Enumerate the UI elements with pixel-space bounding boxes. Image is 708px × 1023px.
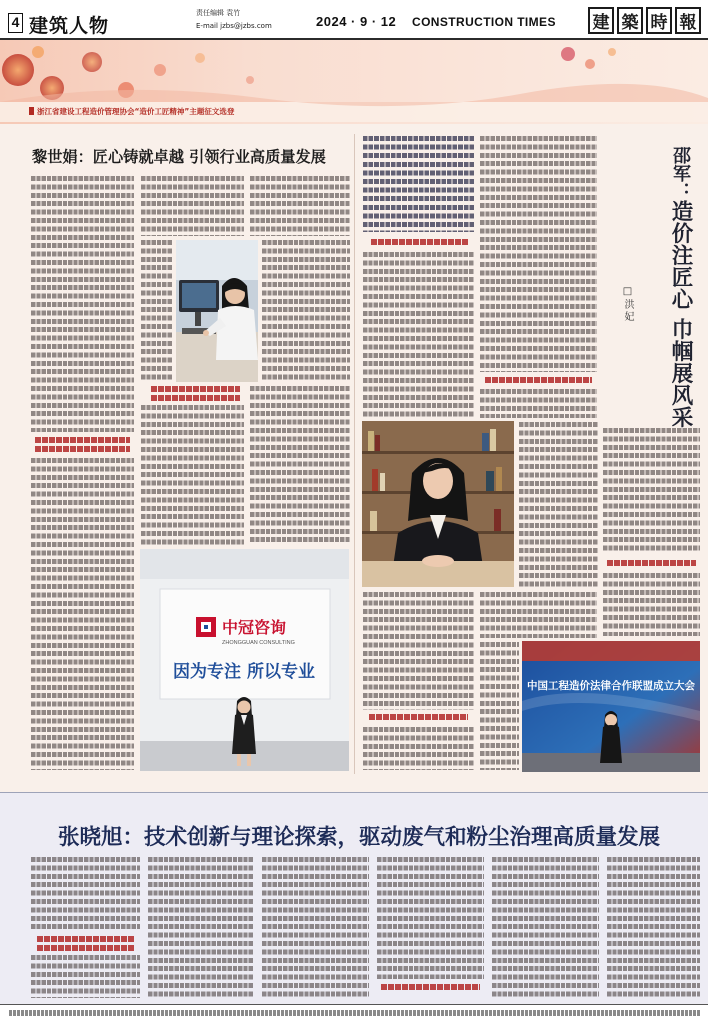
body-text-block xyxy=(491,857,599,998)
logo-english: ZHONGGUAN CONSULTING xyxy=(222,640,295,646)
body-text-block xyxy=(602,428,700,554)
article-divider xyxy=(354,134,355,774)
paper-english-name: CONSTRUCTION TIMES xyxy=(412,15,556,29)
body-text-block xyxy=(479,389,597,418)
editor-credit: 责任编辑 袁竹 xyxy=(196,9,241,17)
masthead-logo xyxy=(588,7,702,35)
photo-alliance-conference xyxy=(522,641,700,772)
section-title: 建筑人物 xyxy=(29,15,110,37)
body-text-block xyxy=(30,857,140,932)
body-text-block xyxy=(479,136,597,372)
title-main: 造价注匠心 巾帼展风采 xyxy=(668,200,693,428)
body-text-block xyxy=(249,386,350,545)
body-text-block xyxy=(30,176,134,432)
subheading xyxy=(484,377,592,384)
subheading xyxy=(368,714,468,721)
series-marker xyxy=(29,107,34,115)
logo-char: 築 xyxy=(617,7,643,34)
photo-zhongguan-office xyxy=(140,549,349,771)
body-text-block xyxy=(249,176,350,236)
intro-paragraph xyxy=(362,136,474,232)
conference-banner-text: 中国工程造价法律合作联盟成立大会 xyxy=(527,680,695,692)
body-text-block xyxy=(518,422,598,588)
article-title-li: 黎世娟：匠心铸就卓越 引领行业高质量发展 xyxy=(32,148,326,166)
body-text-block xyxy=(140,176,244,236)
body-text-block xyxy=(362,592,474,710)
body-text-block xyxy=(140,240,173,382)
article-title-zhang: 张晓旭：技术创新与理论探索，驱动废气和粉尘治理高质量发展 xyxy=(58,825,661,850)
body-text-block xyxy=(602,573,700,636)
logo-char: 報 xyxy=(675,7,701,34)
subheading xyxy=(370,239,468,246)
byline: □洪妃 xyxy=(622,286,633,323)
body-text-block xyxy=(362,252,474,418)
body-text-block xyxy=(261,240,350,382)
editor-email: E-mail jzbs@jzbs.com xyxy=(196,22,272,30)
slogan-text: 因为专注 所以专业 xyxy=(173,662,315,682)
body-text-block xyxy=(140,405,244,545)
body-text-block xyxy=(479,642,519,770)
body-text-block xyxy=(30,458,134,770)
issue-date: 2024 · 9 · 12 xyxy=(316,14,397,29)
photo-portrait-shao xyxy=(362,421,514,587)
body-text-block xyxy=(147,857,254,998)
logo-text: 中冠咨询 xyxy=(222,618,287,637)
series-title: 浙江省建设工程造价管理协会“造价工匠精神”主题征文选登 xyxy=(37,107,235,116)
photo-woman-at-computer xyxy=(176,240,258,382)
body-text-block xyxy=(261,857,369,998)
title-name: 邵军： xyxy=(670,146,691,200)
logo-char: 時 xyxy=(646,7,672,34)
logo-char: 建 xyxy=(588,7,614,34)
page-number: 4 xyxy=(8,13,23,33)
subheading xyxy=(380,984,480,991)
subheading xyxy=(150,386,240,401)
body-text-block xyxy=(362,727,474,770)
subheading xyxy=(34,437,130,452)
subheading xyxy=(606,560,696,567)
body-text-block xyxy=(606,857,700,998)
body-text-block xyxy=(30,955,140,998)
article-title-shao xyxy=(650,146,696,428)
body-text-block xyxy=(479,592,597,638)
footer-imprint-text xyxy=(8,1010,700,1016)
body-text-block xyxy=(376,857,484,979)
subheading xyxy=(36,936,134,951)
